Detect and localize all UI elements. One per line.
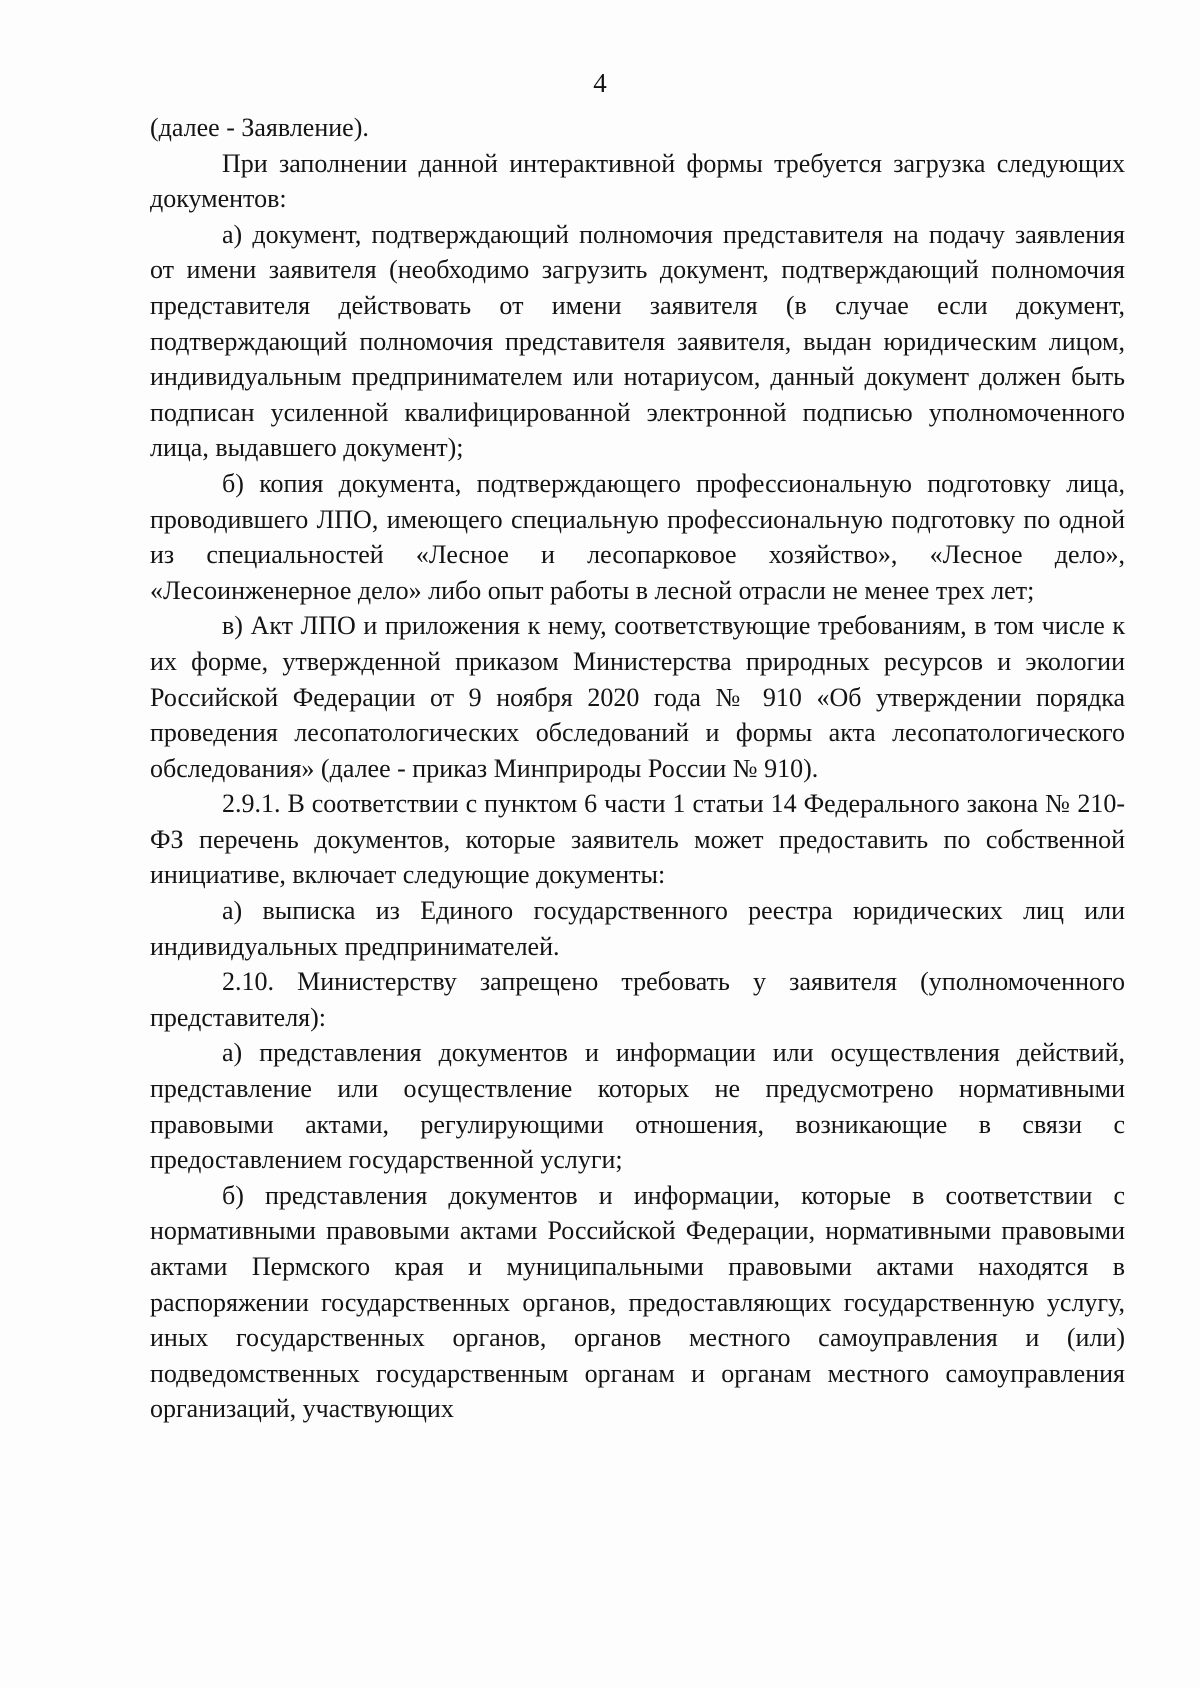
clause-2-10: 2.10. Министерству запрещено требовать у заявителя (уполномоченного представителя): xyxy=(150,967,1125,1032)
list-item-b-prohibited-documents: б) представления документов и информации, которые в соответствии с нормативными правовыми актами Российской Федерации, нормативными правовыми актами Пермского края и муниципальными правовыми актами находятся в распоряжении государственных органов, предоставляющих государственную услугу, иных государственных органов, органов местного самоуправления и (или) подведомственных государственным органам и органам местного самоуправления организаций, участвующих xyxy=(150,1180,1125,1424)
list-item-a-prohibited-documents: а) представления документов и информации или осуществления действий, представление или осуществление которых не предусмотрено нормативными правовыми актами, регулирующими отношения, возникающие в связи с предоставлением государственной услуги; xyxy=(150,1038,1125,1175)
paragraph-upload-intro: При заполнении данной интерактивной формы требуется загрузка следующих документов: xyxy=(150,148,1125,214)
list-item-a-registry-extract: а) выписка из Единого государственного реестра юридических лиц или индивидуальных предпринимателей. xyxy=(150,896,1125,961)
list-item-v-lpo-act: в) Акт ЛПО и приложения к нему, соответствующие требованиям, в том числе к их форме, утвержденной приказом Министерства природных ресурсов и экологии Российской Федерации от 9 ноября 2020 года № 910 «Об утверждении порядка проведения лесопатологических обследований и формы акта лесопатологического обследования» (далее - приказ Минприроды России № 910). xyxy=(150,611,1125,783)
page-number: 4 xyxy=(593,68,607,98)
paragraph-continuation: (далее - Заявление). xyxy=(150,113,369,142)
list-item-b-qualification-copy: б) копия документа, подтверждающего профессиональную подготовку лица, проводившего ЛПО, имеющего специальную профессиональную подготовку по одной из специальностей «Лесное и лесопарковое хозяйство», «Лесное дело», «Лесоинженерное дело» либо опыт работы в лесной отрасли не менее трех лет; xyxy=(150,468,1125,605)
clause-2-9-1: 2.9.1. В соответствии с пунктом 6 части 1 статьи 14 Федерального закона № 210-ФЗ перечень документов, которые заявитель может предоставить по собственной инициативе, включает следующие документы: xyxy=(150,789,1125,890)
document-body xyxy=(150,110,1125,1427)
list-item-a-authority-document: а) документ, подтверждающий полномочия представителя на подачу заявления от имени заявителя (необходимо загрузить документ, подтверждающий полномочия представителя действовать от имени заявителя (в случае если документ, подтверждающий полномочия представителя заявителя, выдан юридическим лицом, индивидуальным предпринимателем или нотариусом, данный документ должен быть подписан усиленной квалифицированной электронной подписью уполномоченного лица, выдавшего документ); xyxy=(150,219,1125,463)
